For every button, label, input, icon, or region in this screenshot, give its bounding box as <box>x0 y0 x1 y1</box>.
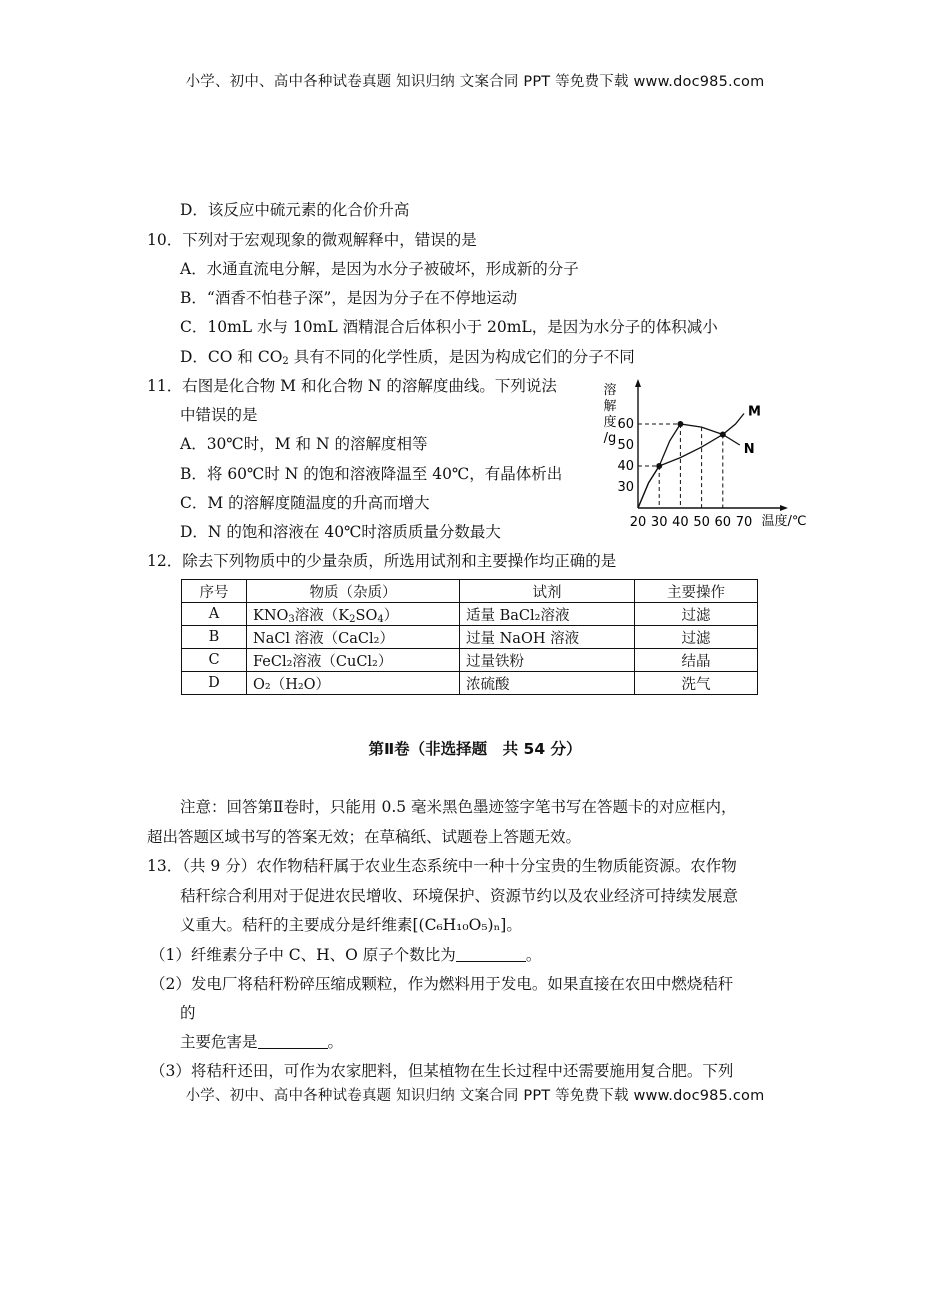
data-point <box>656 463 662 469</box>
table-row <box>182 603 758 626</box>
q10-option-d: D．CO 和 $CO_2$ 具有不同的化学性质，是因为构成它们的分子不同 <box>180 348 635 367</box>
q10-stem: 10．下列对于宏观现象的微观解释中，错误的是 <box>147 231 477 249</box>
q12-stem: 12．除去下列物质中的少量杂质，所选用试剂和主要操作均正确的是 <box>147 552 617 570</box>
answer-blank <box>258 1034 328 1049</box>
x-tick-label: 70 <box>735 515 753 530</box>
q11-stem-line1: 11．右图是化合物 M 和化合物 N 的溶解度曲线。下列说法 <box>147 377 557 395</box>
x-axis-arrow <box>780 505 788 511</box>
q12-table <box>181 579 758 695</box>
y-tick-label: 30 <box>617 480 634 495</box>
table-row <box>182 672 758 695</box>
q11-option-d: D．N 的饱和溶液在 40℃时溶质质量分数最大 <box>180 523 501 541</box>
x-tick-label: 30 <box>650 515 668 530</box>
y-axis-label: 度 <box>603 415 617 430</box>
row-id: A <box>182 603 247 626</box>
q13-stem-line1: 13．（共 9 分）农作物秸秆属于农业生态系统中一种十分宝贵的生物质能资源。农作物 <box>147 857 737 875</box>
q10-option-c: C．10mL 水与 10mL 酒精混合后体积小于 20mL，是因为水分子的体积减小 <box>180 318 718 336</box>
row-reagent: 适量 BaCl₂溶液 <box>460 603 635 626</box>
q11-option-b: B．将 60℃时 N 的饱和溶液降温至 40℃，有晶体析出 <box>180 465 563 483</box>
table-header-row <box>182 580 758 603</box>
row-material: O₂（H₂O） <box>247 672 460 695</box>
notice-line2: 超出答题区域书写的答案无效；在草稿纸、试题卷上答题无效。 <box>147 828 582 846</box>
q13-part1: （1）纤维素分子中 C、H、O 原子个数比为 。 <box>150 946 542 964</box>
row-reagent: 浓硫酸 <box>460 672 635 695</box>
col-id-header: 序号 <box>182 580 247 603</box>
row-id: D <box>182 672 247 695</box>
q13-part3: （3）将秸秆还田，可作为农家肥料，但某植物在生长过程中还需要施用复合肥。下列 <box>150 1062 734 1080</box>
q11-option-c: C．M 的溶解度随温度的升高而增大 <box>180 494 430 512</box>
curve-N <box>638 435 740 509</box>
x-tick-label: 20 <box>629 515 647 530</box>
row-material: FeCl₂溶液（CuCl₂） <box>247 649 460 672</box>
q13-part2-line2: 的 <box>180 1004 196 1022</box>
y-axis-label: /g <box>603 431 617 446</box>
data-point <box>677 421 683 427</box>
page-header: 小学、初中、高中各种试卷真题 知识归纳 文案合同 PPT 等免费下载 www.doc985.com <box>185 74 765 90</box>
y-tick-label: 40 <box>617 459 634 474</box>
q11-stem-line2: 中错误的是 <box>180 406 258 424</box>
answer-blank <box>456 947 526 962</box>
solubility-chart <box>598 376 813 536</box>
data-point <box>720 432 726 438</box>
row-operation: 过滤 <box>635 626 758 649</box>
x-tick-label: 50 <box>693 515 710 530</box>
y-axis-label: 溶 <box>603 383 617 398</box>
col-reagent-header: 试剂 <box>460 580 635 603</box>
row-operation: 结晶 <box>635 649 758 672</box>
row-id: C <box>182 649 247 672</box>
row-reagent: 过量 NaOH 溶液 <box>460 626 635 649</box>
y-tick-label: 60 <box>617 417 634 432</box>
q13-stem-line2: 秸秆综合利用对于促进农民增收、环境保护、资源节约以及农业经济可持续发展意 <box>180 887 739 905</box>
row-reagent: 过量铁粉 <box>460 649 635 672</box>
curve-label-M: M <box>748 404 761 420</box>
q10-option-a: A．水通直流电分解，是因为水分子被破坏，形成新的分子 <box>180 260 579 278</box>
row-material: $KNO_3$溶液$(K_2SO_4)$ <box>247 603 460 626</box>
col-operation-header: 主要操作 <box>635 580 758 603</box>
section-2-title: 第Ⅱ卷（非选择题 共 54 分） <box>368 740 582 758</box>
q13-part2-line1: （2）发电厂将秸秆粉碎压缩成颗粒，作为燃料用于发电。如果直接在农田中燃烧秸秆 <box>150 975 734 993</box>
table-row <box>182 649 758 672</box>
q13-part2-line3: 主要危害是 。 <box>180 1033 344 1051</box>
q11-option-a: A．30℃时，M 和 N 的溶解度相等 <box>180 435 428 453</box>
row-operation: 洗气 <box>635 672 758 695</box>
curve-label-N: N <box>743 442 755 457</box>
y-axis-label: 解 <box>603 399 617 414</box>
q9-option-d: D．该反应中硫元素的化合价升高 <box>180 201 410 219</box>
q10-option-b: B．“酒香不怕巷子深”，是因为分子在不停地运动 <box>180 289 518 307</box>
y-axis-arrow <box>635 379 641 387</box>
curve-M <box>638 414 744 509</box>
x-axis-label: 温度/℃ <box>761 514 807 529</box>
row-id: B <box>182 626 247 649</box>
y-tick-label: 50 <box>617 438 634 453</box>
x-tick-label: 60 <box>714 515 732 530</box>
x-tick-label: 40 <box>672 515 689 530</box>
col-material-header: 物质（杂质） <box>247 580 460 603</box>
row-operation: 过滤 <box>635 603 758 626</box>
row-material: NaCl 溶液（CaCl₂） <box>247 626 460 649</box>
page-footer: 小学、初中、高中各种试卷真题 知识归纳 文案合同 PPT 等免费下载 www.doc985.com <box>185 1088 765 1104</box>
q13-stem-line3: 义重大。秸秆的主要成分是纤维素[(C₆H₁₀O₅)ₙ]。 <box>180 916 522 934</box>
table-row <box>182 626 758 649</box>
notice-line1: 注意：回答第Ⅱ卷时，只能用 0.5 毫米黑色墨迹签字笔书写在答题卡的对应框内， <box>180 798 737 816</box>
